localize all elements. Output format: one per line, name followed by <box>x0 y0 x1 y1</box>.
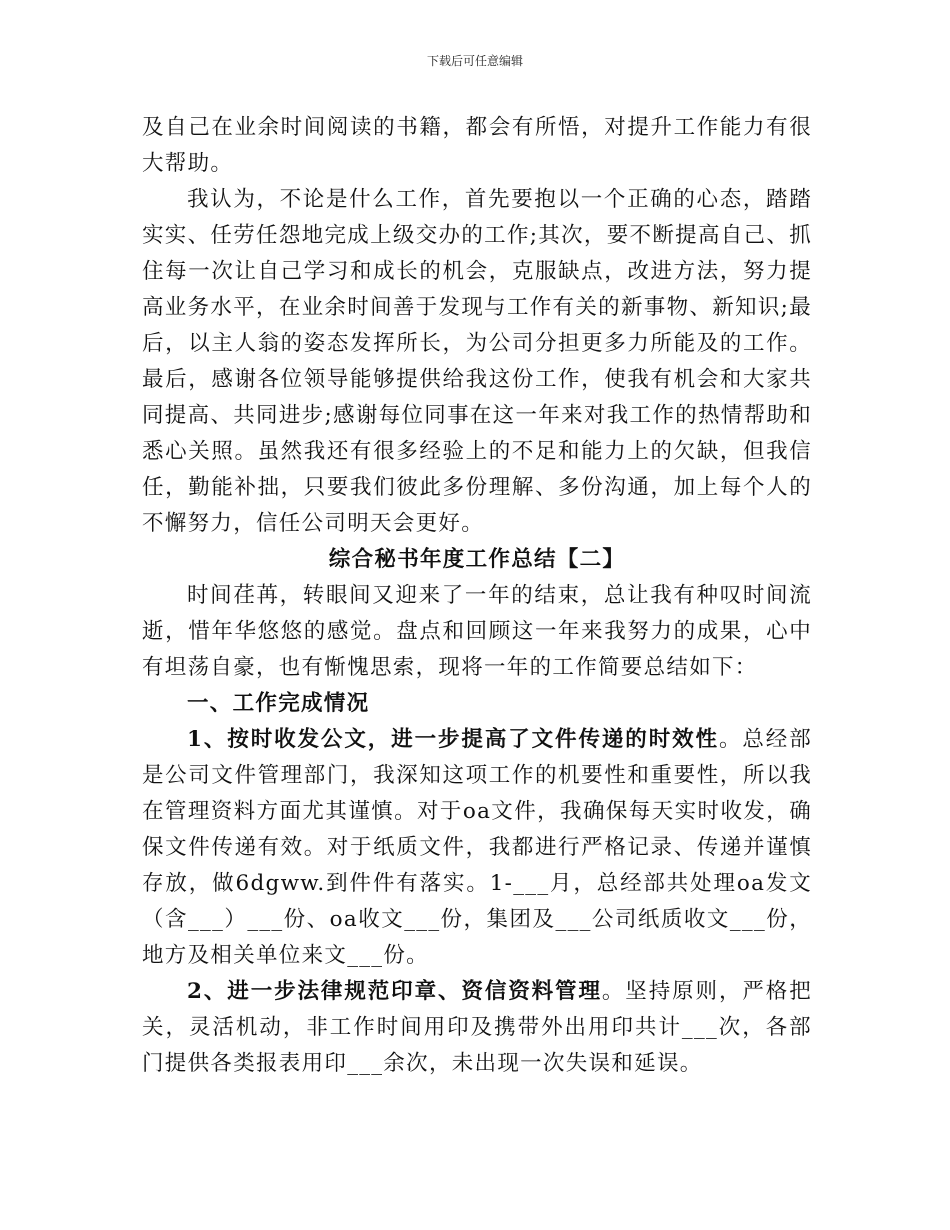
paragraph-continuation: 及自己在业余时间阅读的书籍，都会有所悟，对提升工作能力有很大帮助。 <box>142 115 812 176</box>
paragraph-item-1 <box>142 722 812 974</box>
item-2-lead: 2、进一步法律规范印章、资信资料管理 <box>187 979 602 1004</box>
section-title: 综合秘书年度工作总结【二】 <box>328 547 626 572</box>
paragraph-intro: 时间荏苒，转眼间又迎来了一年的结束，总让我有种叹时间流逝，惜年华悠悠的感觉。盘点和回顾这一年来我努力的成果，心中有坦荡自豪，也有惭愧思索，现将一年的工作简要总结如下： <box>142 583 812 680</box>
document-body <box>142 110 812 1082</box>
paragraph-item-2 <box>142 974 812 1082</box>
item-2-text: 。坚持原则，严格把关，灵活机动，非工作时间用印及携带外出用印共计___次，各部门提供各类报表用印___余次，未出现一次失误和延误。 <box>142 979 812 1076</box>
section-heading-work-completion: 一、工作完成情况 <box>187 691 370 716</box>
item-1-text: 。总经部是公司文件管理部门，我深知这项工作的机要性和重要性，所以我在管理资料方面尤其谨慎。对于oa文件，我确保每天实时收发，确保文件传递有效。对于纸质文件，我都进行严格记录、传递并谨慎存放，做6dgww.到件件有落实。1-___月，总经部共处理oa发文（含___）___份、oa收文___份，集团及___公司纸质收文___份，地方及相关单位来文___份。 <box>142 727 812 968</box>
item-1-lead: 1、按时收发公文，进一步提高了文件传递的时效性 <box>187 727 719 752</box>
page-header: 下载后可任意编辑 <box>426 54 523 68</box>
paragraph-reflection: 我认为，不论是什么工作，首先要抱以一个正确的心态，踏踏实实、任劳任怨地完成上级交办的工作;其次，要不断提高自己、抓住每一次让自己学习和成长的机会，克服缺点，改进方法，努力提高业务水平，在业余时间善于发现与工作有关的新事物、新知识;最后，以主人翁的姿态发挥所长，为公司分担更多力所能及的工作。最后，感谢各位领导能够提供给我这份工作，使我有机会和大家共同提高、共同进步;感谢每位同事在这一年来对我工作的热情帮助和悉心关照。虽然我还有很多经验上的不足和能力上的欠缺，但我信任，勤能补拙，只要我们彼此多份理解、多份沟通，加上每个人的不懈努力，信任公司明天会更好。 <box>142 187 812 536</box>
